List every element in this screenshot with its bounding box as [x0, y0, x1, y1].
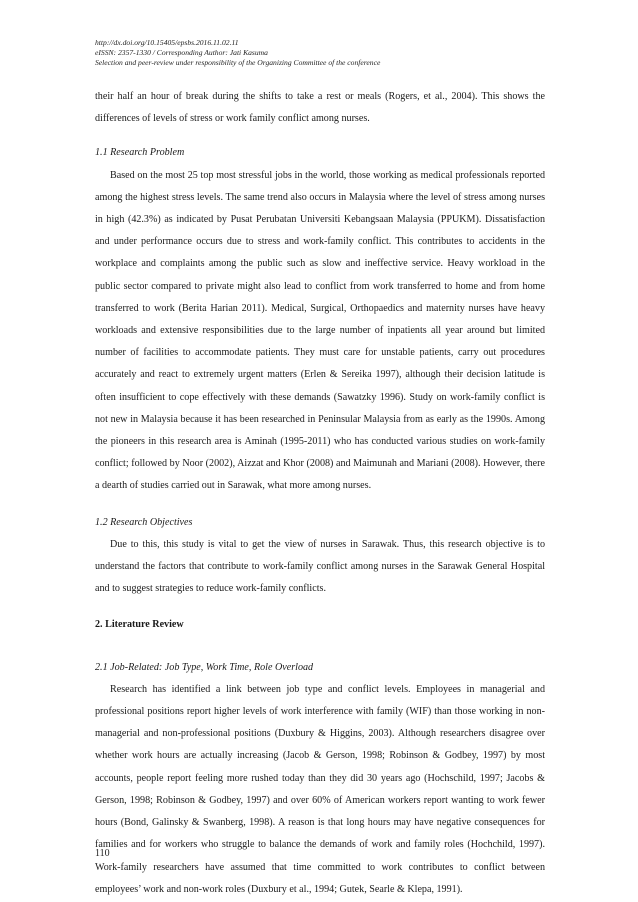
review-line: Selection and peer-review under responsibility of the Organizing Committee of the conference [95, 58, 381, 67]
intro-paragraph: their half an hour of break during the shifts to take a rest or meals (Rogers, et al., 2004). This shows the differences of levels of stress or work family conflict among nurses. [95, 91, 545, 125]
page-header [95, 38, 555, 68]
issn-line: eISSN: 2357-1330 / Corresponding Author: Jati Kasuma [95, 48, 268, 57]
doi-line: http://dx.doi.org/10.15405/epsbs.2016.11.02.11 [95, 38, 239, 47]
page-number: 110 [95, 848, 110, 859]
literature-review-heading: 2. Literature Review [95, 619, 184, 631]
research-objectives-paragraph: Due to this, this study is vital to get the view of nurses in Sarawak. Thus, this research objective is to understand the factors that contribute to work-family conflict among nurses in the Sarawak General Hospital and to suggest strategies to reduce work-family conflicts. [95, 538, 545, 595]
research-problem-paragraph: Based on the most 25 top most stressful jobs in the world, those working as medical professionals reported among the highest stress levels. The same trend also occurs in Malaysia where the level of stress among nurses in high (42.3%) as indicated by Pusat Perubatan Universiti Kebangsaan Malaysia (PPUKM). Dissatisfaction and under performance occurs due to stress and work-family conflict. This contributes to accidents in the workplace and complaints among the public such as slow and ineffective service. Heavy workload in the public sector compared to private might also lead to conflict from work transferred to home and from home transferred to work (Berita Harian 2011). Medical, Surgical, Orthopaedics and maternity nurses have heavy workloads and extensive responsibilities due to the large number of inpatients all year around but limited number of facilities to accommodate patients. They must care for unstable patients, carry out procedures accurately and react to extremely urgent matters (Erlen & Sereika 1997), although their decision latitude is often insufficient to cope effectively with these demands (Sawatzky 1996). Study on work-family conflict is not new in Malaysia because it has been researched in Peninsular Malaysia from as early as the 1990s. Among the pioneers in this research area is Aminah (1995-2011) who has conducted various studies on work-family conflict; followed by Noor (2002), Aizzat and Khor (2008) and Maimunah and Mariani (2008). However, there a dearth of studies carried out in Sarawak, what more among nurses. [95, 169, 545, 492]
research-objectives-heading: 1.2 Research Objectives [95, 516, 193, 528]
research-problem-heading: 1.1 Research Problem [95, 147, 185, 159]
job-related-heading: 2.1 Job-Related: Job Type, Work Time, Role Overload [95, 661, 314, 673]
job-related-paragraph: Research has identified a link between job type and conflict levels. Employees in managerial and professional positions report higher levels of work interference with family (WIF) than those working in non-managerial and non-professional positions (Duxbury & Higgins, 2003). Although researchers disagree over whether work hours are actually increasing (Jacob & Gerson, 1998; Robinson & Godbey, 1997) by most accounts, people report feeling more rushed today than they did 30 years ago (Hochschild, 1997; Jacobs & Gerson, 1998; Robinson & Godbey, 1997) and over 60% of American workers report wanting to work fewer hours (Bond, Galinsky & Swanberg, 1998). A reason is that long hours may have negative consequences for families and for workers who struggle to balance the demands of work and family roles (Hochchild, 1997). Work-family researchers have assumed that time committed to work contributes to conflict between employees’ work and non-work roles (Duxbury et al., 1994; Gutek, Searle & Klepa, 1991). [95, 683, 545, 895]
main-content [95, 86, 545, 901]
